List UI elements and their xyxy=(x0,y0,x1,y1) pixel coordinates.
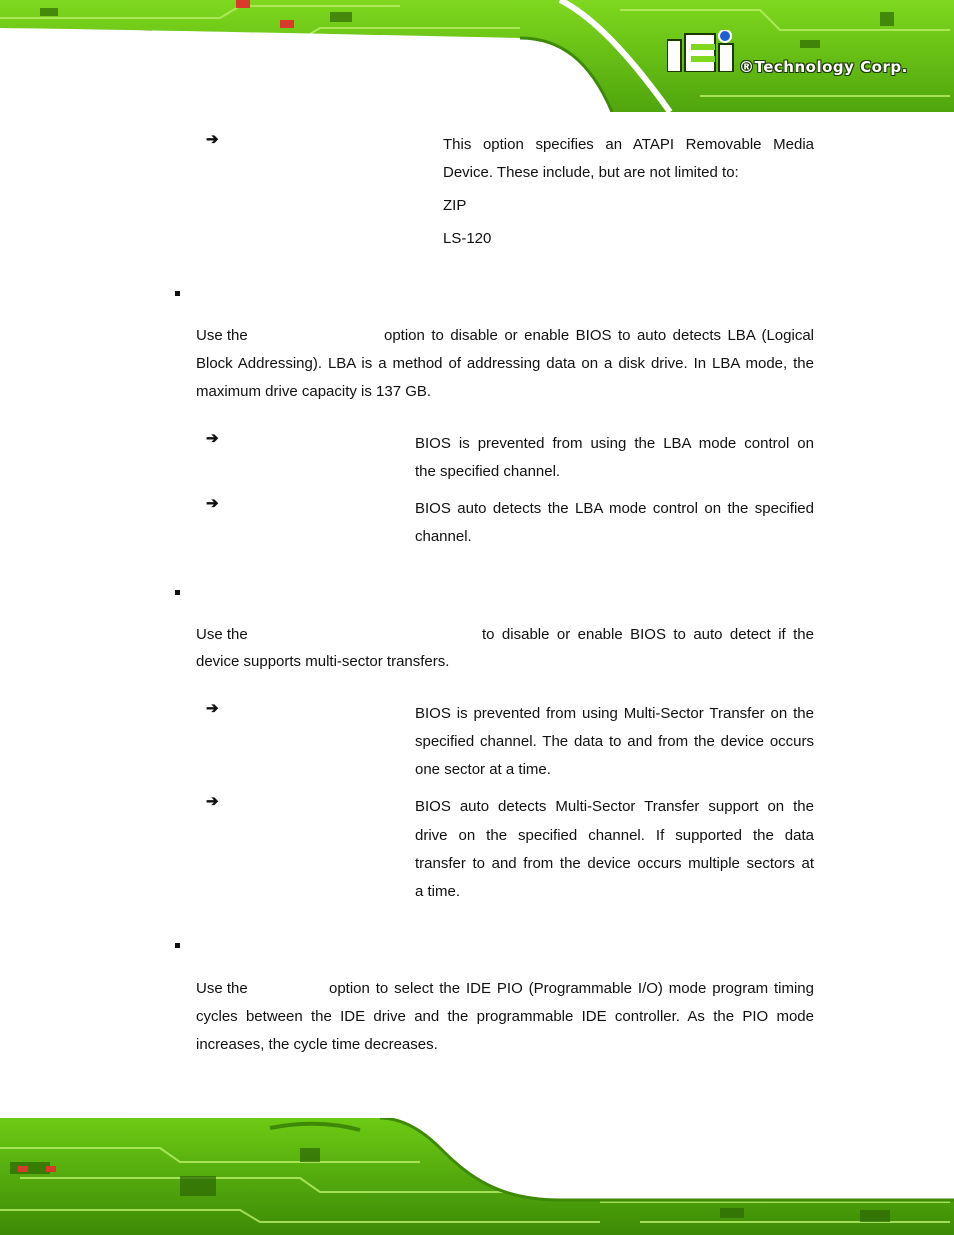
pcb-header-graphic xyxy=(0,0,954,112)
pio-intro: Use the xyxy=(196,980,248,997)
pio-description xyxy=(196,975,814,1059)
lba-option-auto-line1: BIOS auto detects the LBA mode control on the specified xyxy=(415,500,814,517)
multisector-option-auto-line3: transfer to and from the device occurs multiple sectors at xyxy=(415,855,814,872)
iei-logo-icon xyxy=(667,30,737,72)
atapi-example-zip: ZIP xyxy=(443,197,467,214)
atapi-desc-line1: This option specifies an ATAPI Removable Media xyxy=(443,136,814,153)
arrow-right-icon: ➔ xyxy=(206,430,219,447)
multisector-intro: Use the xyxy=(196,626,248,643)
multisector-option-disabled-line2: specified channel. The data to and from the device occurs xyxy=(415,733,814,750)
arrow-right-icon: ➔ xyxy=(206,793,219,810)
multisector-body-line1: to disable or enable BIOS to auto detect if the xyxy=(482,626,814,643)
multisector-body-line2: device supports multi-sector transfers. xyxy=(196,653,450,670)
lba-intro: Use the xyxy=(196,327,248,344)
atapi-desc-line2: Device. These include, but are not limited to: xyxy=(443,164,739,181)
page-header-banner xyxy=(0,0,954,112)
square-bullet-icon xyxy=(175,291,180,296)
arrow-right-icon: ➔ xyxy=(206,495,219,512)
atapi-example-ls120: LS-120 xyxy=(443,230,492,247)
brand-name: ®Technology Corp. xyxy=(739,58,908,76)
multisector-option-disabled-line1: BIOS is prevented from using Multi-Sector Transfer on the xyxy=(415,705,814,722)
multisector-option-disabled-line3: one sector at a time. xyxy=(415,761,551,778)
pio-body: option to select the IDE PIO (Programmable I/O) mode program timing cycles between the IDE drive and the programmable IDE controller. As the PIO mode increases, the cycle time decreases. xyxy=(196,980,814,1053)
lba-option-disabled-line2: the specified channel. xyxy=(415,463,561,480)
multisector-option-auto-line1: BIOS auto detects Multi-Sector Transfer support on the xyxy=(415,798,814,815)
pcb-footer-graphic xyxy=(0,1118,954,1235)
arrow-right-icon: ➔ xyxy=(206,700,219,717)
page-footer-banner xyxy=(0,1118,954,1235)
square-bullet-icon xyxy=(175,943,180,948)
lba-description xyxy=(196,322,814,406)
multisector-option-auto-line2: drive on the specified channel. If supported the data xyxy=(415,827,814,844)
arrow-right-icon: ➔ xyxy=(206,131,219,148)
lba-option-auto-line2: channel. xyxy=(415,528,472,545)
lba-option-disabled-line1: BIOS is prevented from using the LBA mode control on xyxy=(415,435,814,452)
lba-body: option to disable or enable BIOS to auto detects LBA (Logical Block Addressing). LBA is a method of addressing data on a disk drive. In LBA mode, the maximum drive capacity is 137 GB. xyxy=(196,327,814,400)
square-bullet-icon xyxy=(175,590,180,595)
multisector-option-auto-line4: a time. xyxy=(415,883,461,900)
